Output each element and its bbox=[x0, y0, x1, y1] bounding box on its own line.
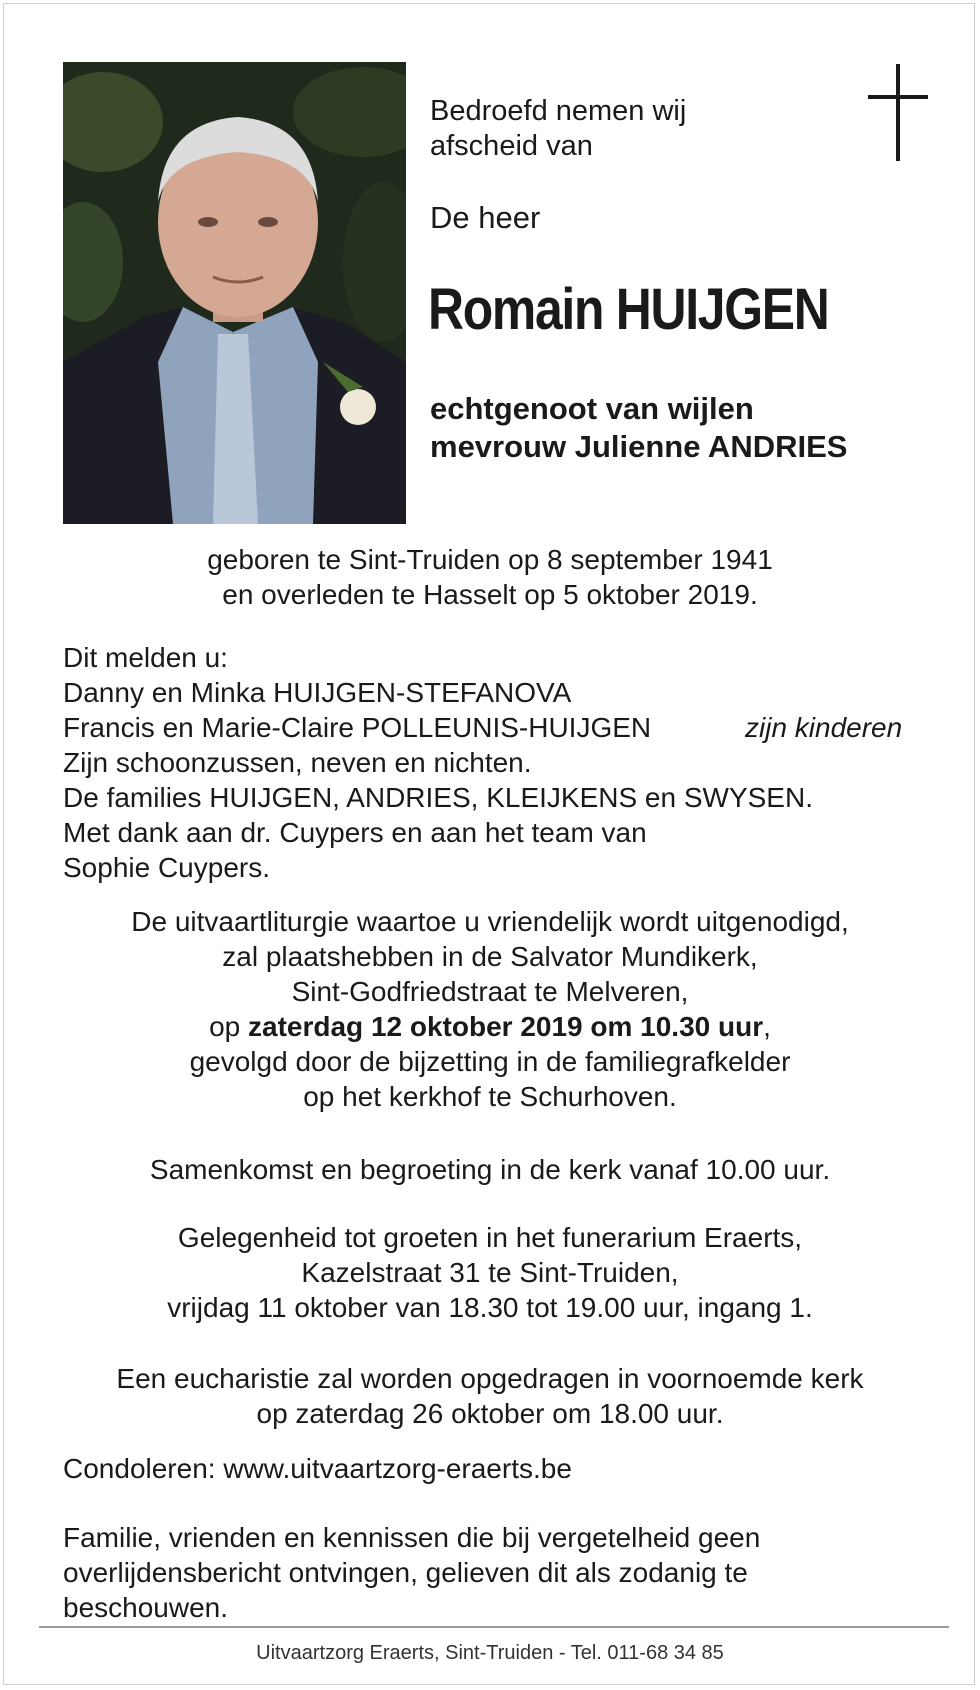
announcement bbox=[63, 640, 943, 885]
footer-divider bbox=[39, 1626, 949, 1628]
eucharist-line: op zaterdag 26 oktober om 18.00 uur. bbox=[256, 1398, 724, 1429]
families-line: De families HUIJGEN, ANDRIES, KLEIJKENS en SWYSEN. bbox=[63, 782, 813, 813]
visitation-line: vrijdag 11 oktober van 18.30 tot 19.00 uur, ingang 1. bbox=[167, 1292, 813, 1323]
spouse-info bbox=[430, 390, 847, 466]
portrait-photo bbox=[63, 62, 406, 524]
intro-line: Bedroefd nemen wij bbox=[430, 95, 687, 127]
deceased-name: Romain HUIJGEN bbox=[428, 277, 829, 342]
funeral-line: gevolgd door de bijzetting in de familiegrafkelder bbox=[189, 1046, 791, 1077]
funeral-line: zal plaatshebben in de Salvator Mundikerk, bbox=[222, 941, 758, 972]
birth-line: geboren te Sint-Truiden op 8 september 1941 bbox=[207, 544, 773, 575]
eucharist-info bbox=[4, 1361, 976, 1431]
funeral-date-suffix: , bbox=[763, 1011, 771, 1042]
portrait-image bbox=[63, 62, 406, 524]
child-line: Danny en Minka HUIJGEN-STEFANOVA bbox=[63, 677, 572, 708]
children-role: zijn kinderen bbox=[745, 712, 903, 743]
closing-line: beschouwen. bbox=[63, 1592, 229, 1623]
life-dates bbox=[4, 542, 976, 612]
obituary-card bbox=[3, 3, 975, 1685]
funeral-date: zaterdag 12 oktober 2019 om 10.30 uur bbox=[248, 1011, 764, 1042]
thanks-line: Met dank aan dr. Cuypers en aan het team van bbox=[63, 817, 647, 848]
funeral-line: Sint-Godfriedstraat te Melveren, bbox=[291, 976, 689, 1007]
funeral-date-prefix: op bbox=[209, 1011, 249, 1042]
child-line: Francis en Marie-Claire POLLEUNIS-HUIJGEN bbox=[63, 712, 652, 743]
thanks-line: Sophie Cuypers. bbox=[63, 852, 271, 883]
funeral-line: De uitvaartliturgie waartoe u vriendelijk wordt uitgenodigd, bbox=[131, 906, 849, 937]
closing-note bbox=[63, 1520, 883, 1625]
death-line: en overleden te Hasselt op 5 oktober 2019. bbox=[222, 579, 758, 610]
inlaws-line: Zijn schoonzussen, neven en nichten. bbox=[63, 747, 532, 778]
funeral-info bbox=[4, 904, 976, 1114]
visitation-line: Kazelstraat 31 te Sint-Truiden, bbox=[301, 1257, 679, 1288]
gathering-line: Samenkomst en begroeting in de kerk vanaf 10.00 uur. bbox=[149, 1154, 831, 1185]
cross-icon bbox=[868, 64, 928, 164]
salutation: De heer bbox=[430, 200, 541, 235]
closing-line: overlijdensbericht ontvingen, gelieven dit als zodanig te bbox=[63, 1557, 748, 1588]
visitation-line: Gelegenheid tot groeten in het funerarium Eraerts, bbox=[177, 1222, 803, 1253]
condolences-line: Condoleren: www.uitvaartzorg-eraerts.be bbox=[63, 1453, 572, 1484]
spouse-line: mevrouw Julienne ANDRIES bbox=[430, 429, 848, 464]
intro-line: afscheid van bbox=[430, 130, 593, 162]
spouse-line: echtgenoot van wijlen bbox=[430, 391, 754, 426]
funeral-line: op het kerkhof te Schurhoven. bbox=[303, 1081, 677, 1112]
funeral-date-line bbox=[4, 1009, 976, 1044]
eucharist-line: Een eucharistie zal worden opgedragen in voornoemde kerk bbox=[116, 1363, 864, 1394]
announcement-heading: Dit melden u: bbox=[63, 642, 228, 673]
intro-text bbox=[430, 94, 686, 164]
child-line-row bbox=[63, 710, 943, 745]
visitation-info bbox=[4, 1220, 976, 1325]
closing-line: Familie, vrienden en kennissen die bij vergetelheid geen bbox=[63, 1522, 761, 1553]
footer-text: Uitvaartzorg Eraerts, Sint-Truiden - Tel. 011-68 34 85 bbox=[256, 1642, 724, 1664]
